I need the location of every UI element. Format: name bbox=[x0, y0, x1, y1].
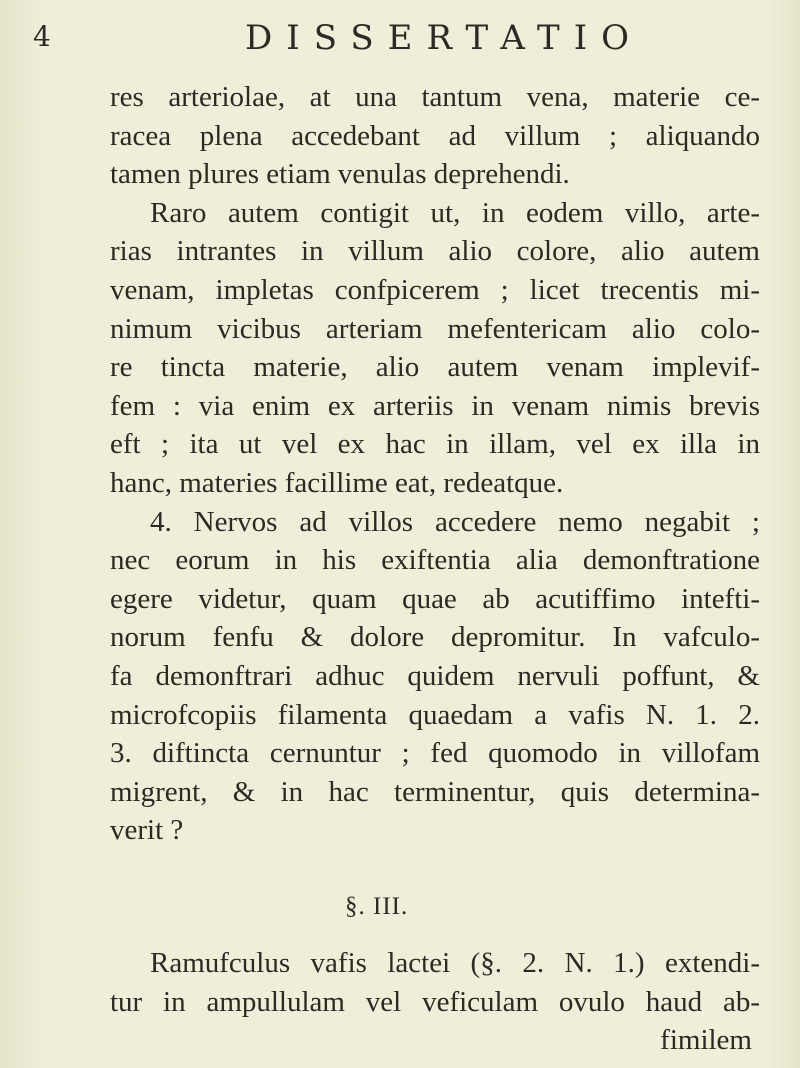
running-head: DISSERTATIO bbox=[245, 18, 643, 58]
paragraph-section-three bbox=[110, 944, 760, 1060]
text-line: egere videtur, quam quae ab acutiffimo intefti- bbox=[110, 582, 760, 615]
text-line: racea plena accedebant ad villum ; aliquando bbox=[110, 119, 760, 152]
text-line: Ramufculus vafis lactei (§. 2. N. 1.) extendi- bbox=[150, 947, 760, 979]
text-line: tamen plures etiam venulas deprehendi. bbox=[110, 158, 570, 191]
text-line: tur in ampullulam vel veficulam ovulo haud ab- bbox=[110, 985, 760, 1018]
section-heading: §. III. bbox=[345, 893, 409, 920]
text-line: venam, impletas confpicerem ; licet trecentis mi- bbox=[110, 273, 760, 306]
text-line: 4. Nervos ad villos accedere nemo negabit ; bbox=[150, 505, 760, 538]
text-line: 3. diftincta cernuntur ; fed quomodo in villofam bbox=[110, 737, 760, 770]
text-line: nec eorum in his exiftentia alia demonftratione bbox=[110, 544, 760, 577]
catchword: fimilem bbox=[660, 1024, 752, 1057]
text-line: hanc, materies facillime eat, redeatque. bbox=[110, 466, 564, 499]
page-number: 4 bbox=[33, 20, 51, 53]
text-line: fa demonftrari adhuc quidem nervuli poffunt, & bbox=[110, 659, 760, 692]
text-line: rias intrantes in villum alio colore, alio autem bbox=[110, 235, 760, 268]
text-line: verit ? bbox=[110, 814, 184, 847]
text-line: Raro autem contigit ut, in eodem villo, arte- bbox=[150, 196, 760, 229]
text-line: nimum vicibus arteriam mefentericam alio colo- bbox=[110, 312, 760, 345]
paragraph-main bbox=[110, 78, 760, 850]
text-line: fem : via enim ex arteriis in venam nimis brevis bbox=[110, 389, 760, 422]
text-line: microfcopiis filamenta quaedam a vafis N. 1. 2. bbox=[110, 698, 760, 731]
text-line: migrent, & in hac terminentur, quis determina- bbox=[110, 775, 760, 808]
text-line: norum fenfu & dolore depromitur. In vafculo- bbox=[110, 621, 760, 654]
text-line: res arteriolae, at una tantum vena, materie ce- bbox=[110, 81, 760, 113]
text-line: re tincta materie, alio autem venam implevif- bbox=[110, 351, 760, 384]
text-line: eft ; ita ut vel ex hac in illam, vel ex illa in bbox=[110, 428, 760, 461]
